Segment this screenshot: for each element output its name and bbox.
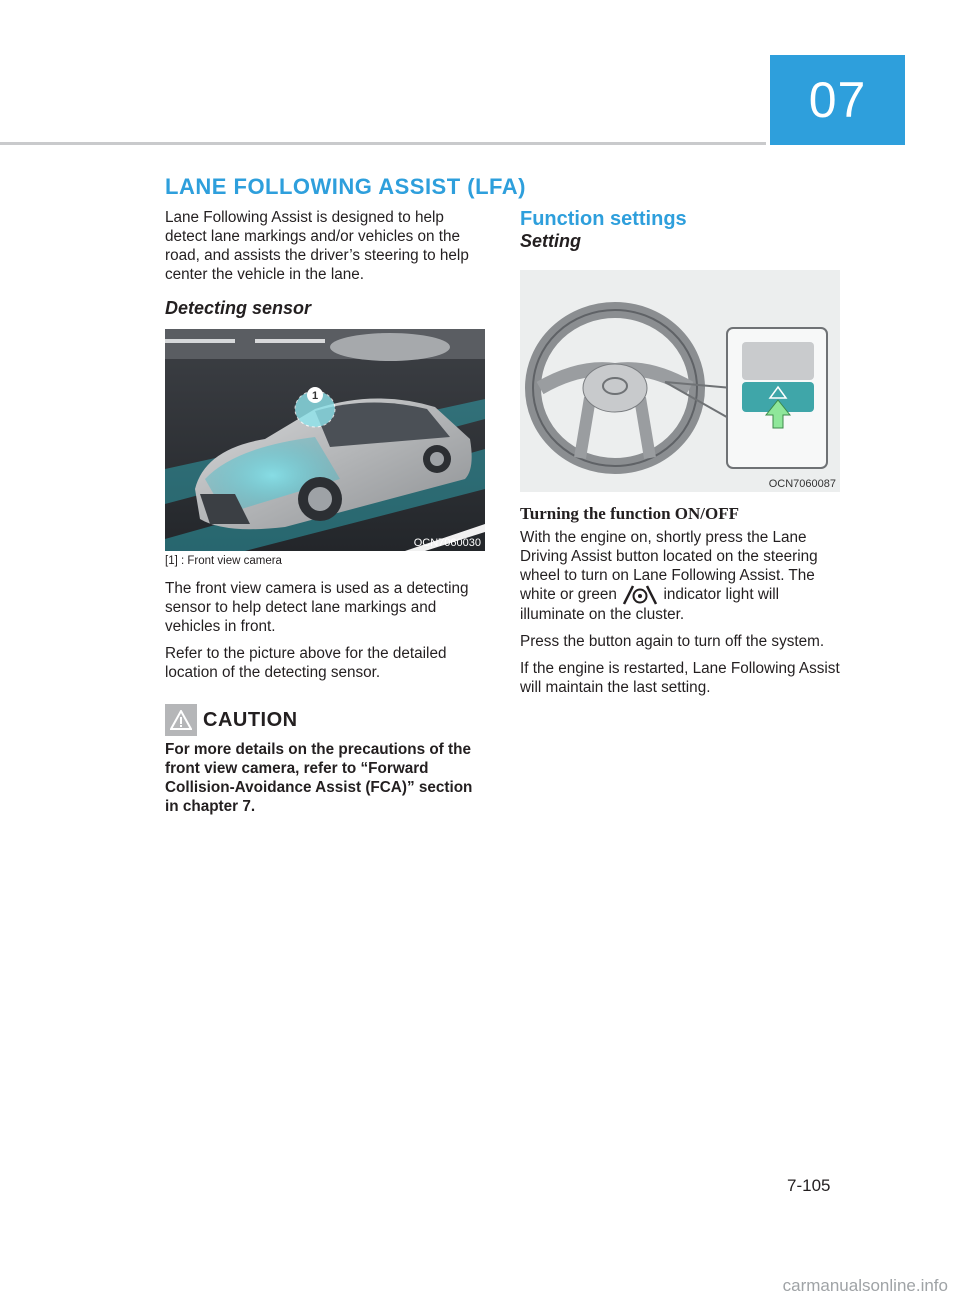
function-settings-heading: Function settings <box>520 208 687 230</box>
header-rule <box>0 142 766 145</box>
lane-following-indicator-icon <box>621 585 659 605</box>
car-sensor-figure <box>165 329 485 551</box>
paragraph-turn-off: Press the button again to turn off the system. <box>520 633 825 650</box>
caution-header <box>165 704 487 736</box>
right-column <box>520 208 840 705</box>
section-title: LANE FOLLOWING ASSIST (LFA) <box>165 174 526 199</box>
figure-code: OCN7060087 <box>768 478 836 490</box>
chapter-tab: 07 <box>770 55 905 145</box>
detecting-sensor-heading: Detecting sensor <box>165 298 312 318</box>
setting-subheading: Setting <box>520 231 581 251</box>
steering-wheel-illustration <box>520 270 840 492</box>
figure-code: OCN7060030 <box>413 537 481 549</box>
paragraph-turn-on-part1: With the engine on, shortly press the Lane Driving Assist button located on the steering wheel to turn on Lane Following Assist. The white or green <box>520 529 818 604</box>
page-number: 7-105 <box>787 1176 831 1195</box>
figure-marker: 1 <box>311 390 319 402</box>
paragraph-restart: If the engine is restarted, Lane Following Assist will maintain the last setting. <box>520 660 840 696</box>
paragraph-turn-on-part2: indicator light will illuminate on the cluster. <box>520 586 780 623</box>
watermark: carmanualsonline.info <box>782 1276 948 1295</box>
paragraph-refer: Refer to the picture above for the detailed location of the detecting sensor. <box>165 645 447 681</box>
paragraph-turn-on <box>520 528 840 624</box>
paragraph-camera: The front view camera is used as a detecting sensor to help detect lane markings and vehicles in front. <box>165 580 469 635</box>
car-illustration <box>165 329 485 551</box>
left-column <box>165 208 487 816</box>
warning-triangle-icon <box>165 704 197 736</box>
caution-text: For more details on the precautions of the front view camera, refer to “Forward Collision-Avoidance Assist (FCA)” section in chapter 7. <box>165 741 473 815</box>
figure-caption: [1] : Front view camera <box>165 555 282 567</box>
intro-paragraph: Lane Following Assist is designed to help detect lane markings and/or vehicles on the road, and assists the driver’s steering to help center the vehicle in the lane. <box>165 209 469 283</box>
caution-title: CAUTION <box>203 708 298 731</box>
steering-wheel-figure <box>520 270 840 492</box>
turning-heading: Turning the function ON/OFF <box>520 504 739 523</box>
